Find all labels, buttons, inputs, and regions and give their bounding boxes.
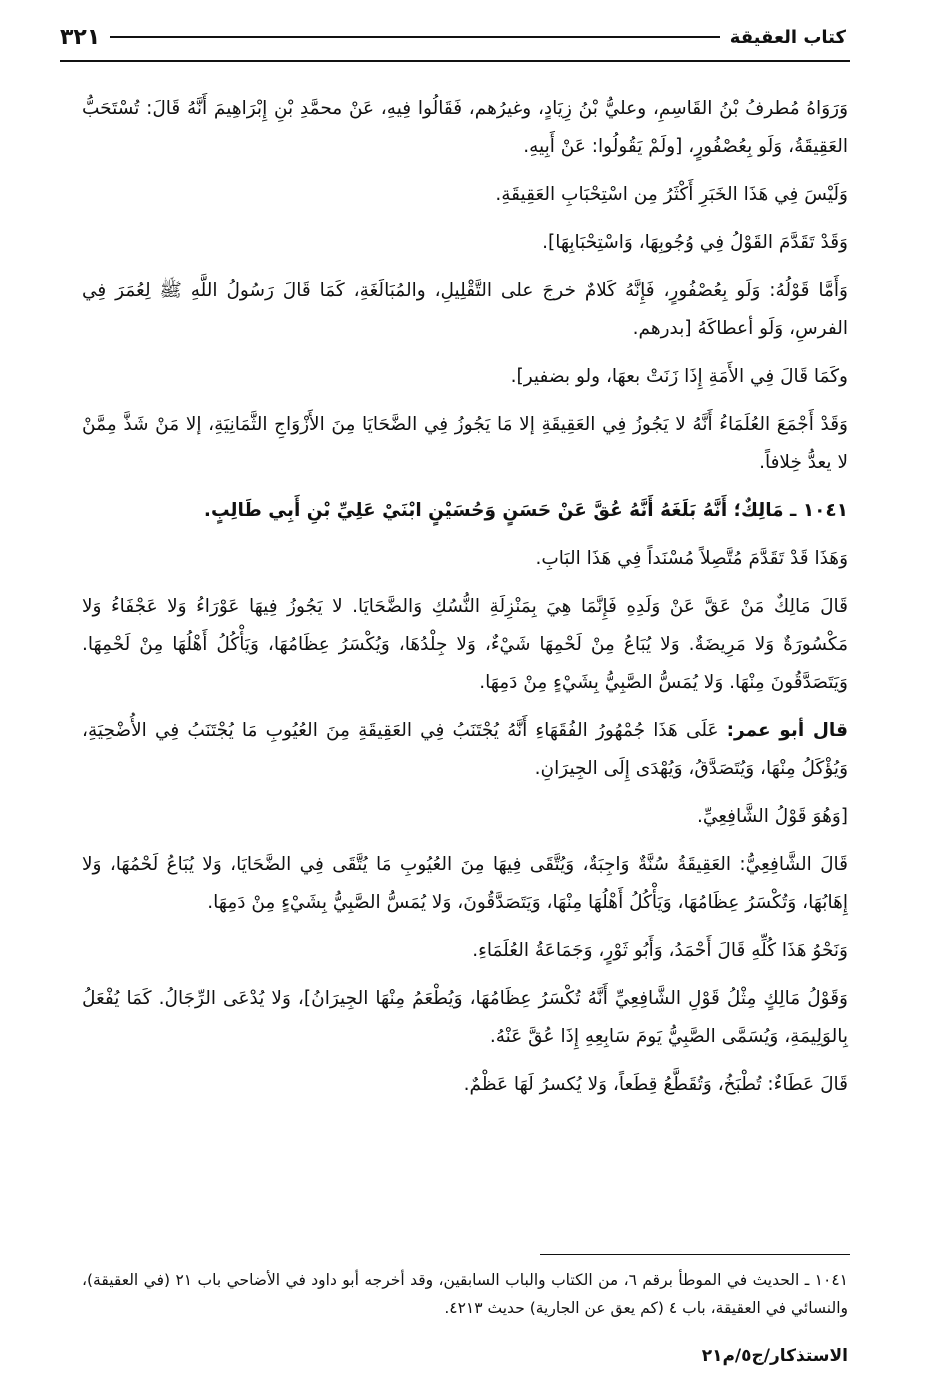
paragraph: قَالَ مَالِكٌ مَنْ عَقَّ عَنْ وَلَدِهِ فَإِنَّمَا هِيَ بِمَنْزِلَةِ النُّسُكِ وَالضَّحَايَا. لا يَجُوزُ فِيهَا عَوْرَاءُ وَلا عَجْفَاءُ وَلا مَكْسُورَةٌ وَلا مَرِيضَةٌ. وَلا يُبَاعُ مِنْ لَحْمِهَا شَيْءٌ، وَلا جِلْدُهَا، وَيُكْسَرُ عِظَامُهَا، وَيَأْكُلُ أَهْلُهَا مِنْ لَحْمِهَا. وَيَتَصَدَّقُونَ مِنْهَا. وَلا يُمَسُّ الصَّبِيُّ بِشَيْءٍ مِنْ دَمِهَا. — [82, 596, 848, 693]
speaker-label: قال أبو عمر: — [726, 720, 848, 741]
paragraph: [وَهُوَ قَوْلُ الشَّافِعِيِّ. — [696, 806, 848, 827]
paragraph: قَالَ الشَّافِعِيُّ: العَقِيقَةُ سُنَّةٌ وَاجِبَةٌ، وَيُتَّقَى فِيهَا مِنَ العُيُوبِ مَا يُتَّقَى فِي الضَّحَايَا، وَلا يُبَاعُ لَحْمُهَا، وَلا إِهَابُهَا، وَتُكْسَرُ عِظَامُهَا، وَيَأْكُلُ أَهْلُهَا مِنْهَا، وَيَتَصَدَّقُونَ، وَلا يُمَسُّ الصَّبِيُّ بِشَيْءٍ مِنْ دَمِهَا. — [82, 854, 848, 913]
header-rule — [110, 36, 720, 38]
paragraph: وَهَذَا قَدْ تَقَدَّمَ مُتَّصِلاً مُسْنَداً فِي هَذَا البَابِ. — [535, 548, 848, 569]
paragraph-text: عَلَى هَذَا جُمْهُورُ الفُقَهَاءِ أَنَّهُ يُجْتَنَبُ فِي العَقِيقَةِ مِنَ العُيُوبِ مَا يُجْتَنَبُ فِي الأُضْحِيَةِ، وَيُؤْكَلُ مِنْهَا، وَيُتَصَدَّقُ، وَيُهْدَى إِلَى الجِيرَانِ. — [82, 720, 848, 779]
main-text — [82, 90, 848, 1248]
chapter-title: كتاب العقيقة — [729, 26, 846, 48]
paragraph: وَنَحْوُ هَذَا كُلِّهِ قَالَ أَحْمَدُ، وَأَبُو ثَوْرٍ، وَجَمَاعَةُ العُلَمَاءِ. — [472, 940, 848, 961]
paragraph: قَالَ عَطَاءٌ: تُطْبَخُ، وَتُقَطَّعُ قِطَعاً، وَلا يُكسرُ لَهَا عَظْمٌ. — [463, 1074, 848, 1095]
running-header — [60, 16, 846, 58]
hadith-paragraph: ١٠٤١ ـ مَالِكٌ؛ أَنَّهُ بَلَغَهُ أَنَّهُ عُقَّ عَنْ حَسَنٍ وَحُسَيْنٍ ابْنَيْ عَلِيِّ بْنِ أَبِي طَالِبٍ. — [203, 500, 848, 521]
footnote-divider — [540, 1254, 850, 1255]
paragraph: وَقَدْ تَقَدَّمَ القَوْلُ فِي وُجُوبِهَا، وَاسْتِحْبَابِهَا]. — [542, 232, 848, 253]
page-number: ٣٢١ — [60, 24, 101, 50]
paragraph: وَلَيْسَ فِي هَذَا الخَبَرِ أَكْثَرُ مِن اسْتِحْبَابِ العَقِيقَةِ. — [495, 184, 848, 205]
paragraph: وَرَوَاهُ مُطرفُ بْنُ القَاسِمِ، وعليُّ بْنُ زِيَادٍ، وغيرُهم، فَقَالُوا فِيهِ، عَنْ محمَّدِ بْنِ إِبْرَاهِيمَ أَنَّهُ قَالَ: تُسْتَحَبُّ العَقِيقَةُ، وَلَو بِعُصْفُورٍ، [ولَمْ يَقُولُوا: عَنْ أَبِيهِ. — [82, 98, 848, 157]
paragraph: وَقَدْ أَجْمَعَ العُلَمَاءُ أَنَّهُ لا يَجُوزُ فِي العَقِيقَةِ إلا مَا يَجُوزُ فِي الضَّحَايَا مِنَ الأَزْوَاجِ الثَّمَانِيَةِ، إلا مَنْ شَذَّ مِمَّنْ لا يعدُّ خِلافاً. — [82, 414, 848, 473]
page-footer: الاستذكار/ج٥/م٢١ — [701, 1346, 848, 1366]
paragraph: وكَمَا قَالَ فِي الأَمَةِ إِذَا زَنَتْ بعهَا، ولو بضفير]. — [510, 366, 848, 387]
header-divider — [60, 60, 850, 62]
paragraph — [82, 712, 848, 788]
paragraph: وَأَمَّا قَوْلُهُ: وَلَو بِعُصْفُورٍ، فَإِنَّهُ كَلامٌ خرجَ على التَّقْلِيلِ، والمُبَالَغَةِ، كَمَا قَالَ رَسُولُ اللَّهِ ﷺ لِعُمَرَ فِي الفرسِ، وَلَو أعطاكَهُ [بدرهم. — [82, 280, 848, 339]
paragraph: وَقَوْلُ مَالِكٍ مِثْلُ قَوْلِ الشَّافِعِيِّ أَنَّهُ تُكْسَرُ عِظَامُهَا، وَيُطْعَمُ مِنْهَا الجِيرَانُ]، وَلا يُدْعَى الرِّجَالُ. كَمَا يُفْعَلُ بِالوَلِيمَةِ، وَيُسَمَّى الصَّبِيُّ يَومَ سَابِعِهِ إِذَا عُقَّ عَنْهُ. — [82, 988, 848, 1047]
footnote: ١٠٤١ ـ الحديث في الموطأ برقم ٦، من الكتاب والباب السابقين، وقد أخرجه أبو داود في الأضاحي باب ٢١ (في العقيقة)، والنسائي في العقيقة، باب ٤ (كم يعق عن الجارية) حديث ٤٢١٣. — [82, 1271, 848, 1317]
